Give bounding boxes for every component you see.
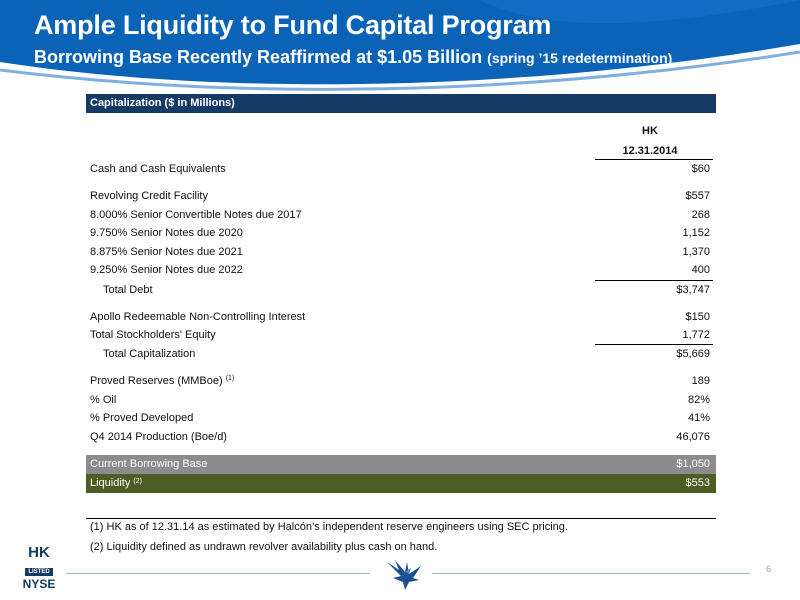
- eagle-logo-icon: [385, 556, 425, 592]
- table-row: [86, 243, 716, 261]
- row-label: Total Capitalization: [103, 348, 196, 360]
- row-value: $557: [685, 190, 710, 202]
- row-value: 82%: [687, 394, 710, 406]
- table-row: [86, 345, 716, 363]
- table-heading: Capitalization ($ in Millions): [86, 94, 716, 113]
- row-label: 8.000% Senior Convertible Notes due 2017: [90, 209, 302, 221]
- row-value: 1,370: [682, 246, 710, 258]
- row-label: 8.875% Senior Notes due 2021: [90, 246, 243, 258]
- table-row: [86, 281, 716, 299]
- liquidity-row: [86, 474, 716, 493]
- row-label: Revolving Credit Facility: [90, 190, 208, 202]
- row-label: Apollo Redeemable Non-Controlling Interest: [90, 311, 306, 323]
- row-value: 400: [691, 264, 710, 276]
- liquidity-label-text: Liquidity: [90, 477, 131, 489]
- table-row: [86, 224, 716, 242]
- row-value: $150: [685, 311, 710, 323]
- row-label: Q4 2014 Production (Boe/d): [90, 431, 227, 443]
- hk-nyse-logo: [22, 545, 56, 590]
- row-value: $5,669: [676, 348, 710, 360]
- row-value: $553: [685, 477, 710, 489]
- row-label: 9.750% Senior Notes due 2020: [90, 227, 243, 239]
- row-label: [90, 372, 234, 390]
- table-row: [86, 160, 716, 178]
- row-value: 46,076: [676, 431, 710, 443]
- footnote-marker: (2): [133, 478, 142, 485]
- borrowing-base-row: [86, 455, 716, 474]
- subtitle-main: Borrowing Base Recently Reaffirmed at $1.05 Billion: [34, 47, 483, 67]
- slide-header: [0, 0, 800, 96]
- row-label: Total Stockholders' Equity: [90, 329, 216, 341]
- row-value: 1,152: [682, 227, 710, 239]
- row-value: 41%: [687, 412, 710, 424]
- row-label: % Proved Developed: [90, 412, 194, 424]
- row-label: Total Debt: [103, 284, 153, 296]
- row-label: % Oil: [90, 394, 117, 406]
- row-value: $60: [691, 163, 710, 175]
- footnote-2: (2) Liquidity defined as undrawn revolver availability plus cash on hand.: [90, 541, 438, 553]
- table-row: [86, 409, 716, 427]
- slide-title: Ample Liquidity to Fund Capital Program: [34, 10, 552, 40]
- table-row: [86, 206, 716, 224]
- row-label: Cash and Cash Equivalents: [90, 163, 226, 175]
- subtitle-note: (spring ’15 redetermination): [487, 50, 673, 66]
- column-date-header: 12.31.2014: [622, 145, 678, 157]
- capitalization-table: [86, 94, 716, 489]
- logo-listed: LISTED: [25, 568, 52, 576]
- table-row: [86, 391, 716, 409]
- row-label: [90, 474, 142, 493]
- row-value: $1,050: [676, 458, 710, 470]
- table-row: [86, 187, 716, 205]
- footer-rule-left: [66, 573, 370, 574]
- page-number: 6: [766, 564, 772, 574]
- footnote-rule: [86, 518, 716, 519]
- table-row: [86, 372, 716, 390]
- reserves-label-text: Proved Reserves (MMBoe): [90, 375, 223, 387]
- footnote-marker: (1): [225, 375, 235, 382]
- table-row: [86, 428, 716, 446]
- slide-subtitle: [34, 47, 672, 68]
- column-company-header: HK: [642, 125, 658, 137]
- logo-ticker: HK: [28, 544, 50, 561]
- table-row: [86, 308, 716, 326]
- row-value: 1,772: [682, 329, 710, 341]
- row-value: 189: [691, 375, 710, 387]
- row-value: 268: [691, 209, 710, 221]
- row-value: $3,747: [676, 284, 710, 296]
- footnote-1: (1) HK as of 12.31.14 as estimated by Halcón’s independent reserve engineers using SEC pricing.: [90, 521, 568, 533]
- table-row: [86, 261, 716, 279]
- row-label: Current Borrowing Base: [90, 458, 208, 470]
- row-label: 9.250% Senior Notes due 2022: [90, 264, 243, 276]
- footer-rule-right: [432, 573, 750, 574]
- table-row: [86, 326, 716, 344]
- logo-exchange: NYSE: [22, 577, 56, 591]
